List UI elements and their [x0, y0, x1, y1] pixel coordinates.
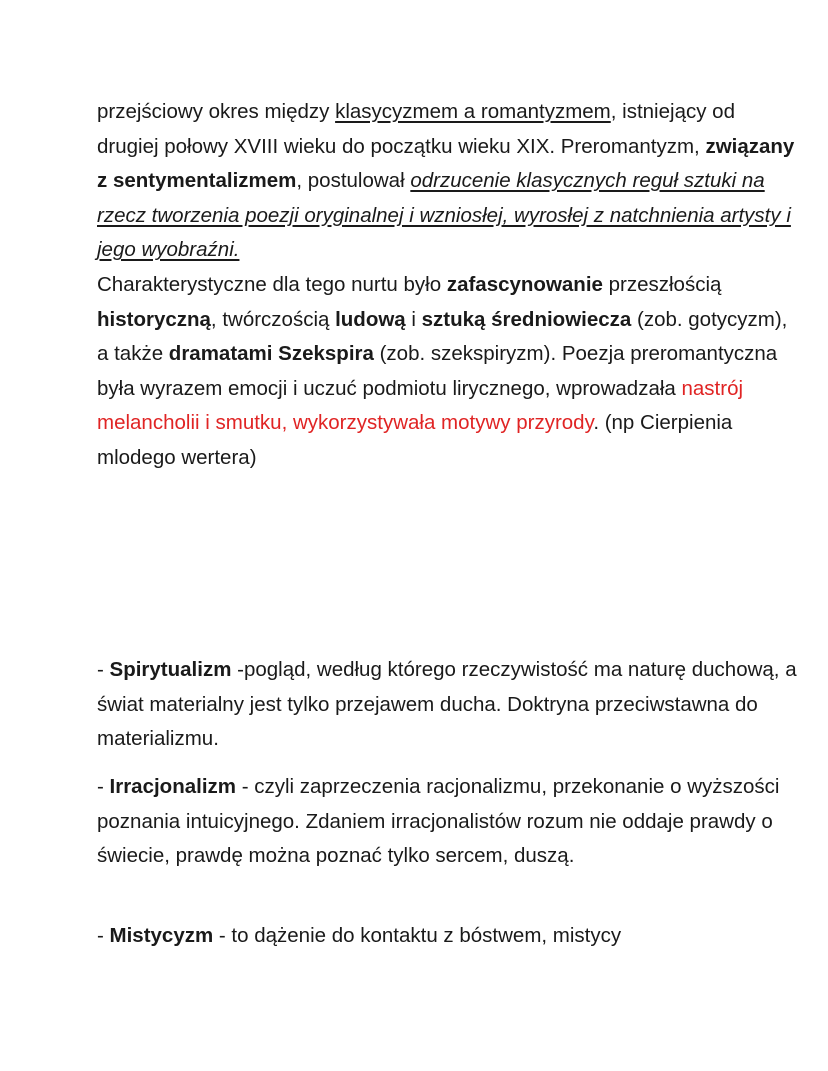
bold-text: zafascynowanie — [446, 272, 603, 296]
list-dash: - — [97, 658, 110, 681]
text: przejściowy okres między — [97, 100, 336, 123]
bold-text: sztuką średniowiecza — [421, 307, 632, 331]
definition-text: -pogląd, według którego rzeczywistość ma naturę duchową, a świat materialny jest tylko przejawem ducha. Doktryna przeciwstawna do materializmu. — [97, 658, 797, 751]
term: Mistycyzm — [109, 924, 214, 947]
red-highlight-text: nastrój melancholii i smutku, wykorzystywała motywy przyrody — [97, 376, 744, 435]
spirytualizm-definition — [97, 653, 797, 757]
text: (zob. szekspiryzm). Poezja preromantyczna była wyrazem emocji i uczuć podmiotu lirycznego, wprowadzała — [97, 342, 778, 400]
underlined-text: klasycyzmem a romantyzmem — [335, 100, 611, 123]
list-dash: - — [97, 775, 110, 798]
text: i — [405, 307, 422, 331]
preromantyzm-paragraph — [97, 95, 797, 476]
text: przeszłością — [602, 272, 722, 296]
text: , postulował — [296, 169, 411, 193]
text: , istniejący od drugiej połowy XVIII wieku do początku wieku XIX. Preromantyzm, — [97, 100, 735, 158]
definition-text: - to dążenie do kontaktu z bóstwem, mistycy — [213, 924, 622, 947]
text: (zob. gotycyzm), a także — [97, 307, 788, 366]
text: . (np Cierpienia mlodego wertera) — [97, 411, 733, 469]
irracjonalizm-definition — [97, 770, 797, 874]
bold-text: dramatami Szekspira — [168, 342, 374, 366]
bold-text: historyczną — [97, 307, 211, 331]
definition-text: - czyli zaprzeczenia racjonalizmu, przekonanie o wyższości poznania intuicyjnego. Zdaniem irracjonalistów rozum nie oddaje prawdy o świecie, prawdę można poznać tylko sercem, duszą. — [97, 775, 780, 868]
text: , twórczością — [210, 307, 336, 331]
term: Irracjonalizm — [109, 775, 236, 798]
list-dash: - — [97, 924, 110, 947]
bold-text: związany z sentymentalizmem — [97, 134, 795, 193]
text: Charakterystyczne dla tego nurtu było — [97, 272, 447, 296]
bold-text: ludową — [335, 307, 406, 331]
underlined-italic-text: odrzucenie klasycznych reguł sztuki na rzecz tworzenia poezji oryginalnej i wzniosłej, wyrosłej z natchnienia artysty i jego wyobraźni. — [97, 169, 791, 262]
mistycyzm-definition — [97, 919, 797, 954]
term: Spirytualizm — [109, 658, 232, 681]
